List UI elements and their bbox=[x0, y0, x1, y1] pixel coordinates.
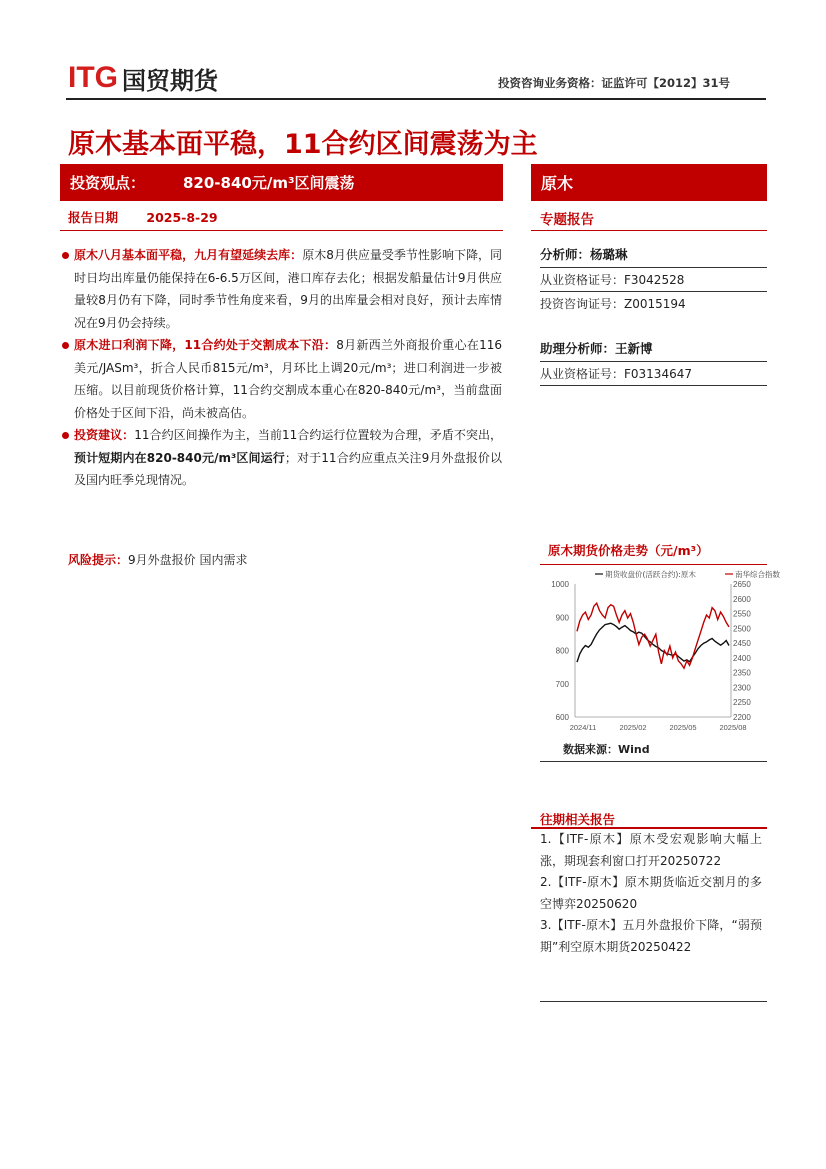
report-date bbox=[68, 208, 218, 226]
series-line-index bbox=[577, 603, 729, 668]
y-left-tick-label: 800 bbox=[555, 646, 569, 656]
price-chart bbox=[535, 566, 785, 738]
risk-text: 9月外盘报价 国内需求 bbox=[128, 553, 248, 567]
y-right-tick-label: 2300 bbox=[733, 683, 751, 693]
risk-label: 风险提示： bbox=[68, 553, 129, 567]
key-point-text: 8月新西兰外商报价重心在116美元/JASm³，折合人民币815元/m³，月环比上调20元/m³；进口利润进一步被压缩。以目前现货价格计算，11合约交割成本重心在820-840元/m³，当前盘面价格处于区间下沿，尚未被高估。 bbox=[74, 338, 503, 420]
analyst-consulting: 投资咨询证号：Z0015194 bbox=[540, 297, 686, 311]
key-point-text: 原木8月供应量受季节性影响下降，同时日均出库量仍能保持在6-6.5万区间，港口库存去化；根据发船量估计9月供应量较8月仍有下降，同时季节性角度来看，9月的出库量会相对良好，预计去库情况在9月仍会持续。 bbox=[74, 248, 502, 330]
related-report-link[interactable]: 2.【ITF-原木】原木期货临近交割月的多空博弈20250620 bbox=[540, 875, 762, 911]
y-left-tick-label: 700 bbox=[555, 679, 569, 689]
assistant-analyst-info bbox=[540, 336, 767, 386]
analyst-qualification: 从业资格证号：F3042528 bbox=[540, 268, 767, 292]
x-tick-label: 2024/11 bbox=[569, 723, 597, 732]
key-point-headline: 原木八月基本面平稳，九月有望延续去库： bbox=[74, 248, 303, 262]
key-point-text: 11合约区间操作为主，当前11合约运行位置较为合理，矛盾不突出， bbox=[134, 428, 502, 442]
investment-view-bar bbox=[60, 164, 503, 201]
legend-label-futures: 期货收盘价(活跃合约):原木 bbox=[605, 570, 696, 579]
y-right-tick-label: 2200 bbox=[733, 713, 751, 722]
data-source: 数据来源：Wind bbox=[563, 743, 650, 756]
logo-latin: ITG bbox=[68, 61, 118, 94]
investment-view-label: 投资观点： bbox=[70, 174, 146, 192]
y-left-tick-label: 600 bbox=[555, 713, 569, 722]
report-type-divider bbox=[531, 230, 767, 231]
y-right-tick-label: 2450 bbox=[733, 639, 751, 649]
key-points bbox=[62, 244, 502, 492]
report-date-value: 2025-8-29 bbox=[146, 210, 218, 225]
chart-title-divider bbox=[540, 564, 767, 565]
y-right-tick-label: 2650 bbox=[733, 580, 751, 589]
logo-chinese: 国贸期货 bbox=[122, 66, 218, 95]
key-point-headline: 原木进口利润下降，11合约处于交割成本下沿： bbox=[74, 338, 337, 352]
key-point bbox=[62, 334, 502, 424]
y-right-tick-label: 2400 bbox=[733, 653, 751, 663]
related-report-link[interactable]: 3.【ITF-原木】五月外盘报价下降，“弱预期”利空原木期货20250422 bbox=[540, 918, 762, 954]
y-right-tick-label: 2350 bbox=[733, 668, 751, 678]
related-end-divider bbox=[540, 1001, 767, 1002]
y-right-tick-label: 2250 bbox=[733, 698, 751, 708]
qualification-note: 投资咨询业务资格：证监许可【2012】31号 bbox=[497, 76, 730, 90]
header-divider bbox=[66, 98, 766, 100]
date-divider bbox=[60, 230, 503, 231]
x-tick-label: 2025/05 bbox=[669, 723, 697, 732]
category-label: 原木 bbox=[541, 174, 574, 193]
y-left-tick-label: 900 bbox=[555, 613, 569, 623]
analyst-info bbox=[540, 242, 767, 316]
key-point-text: ；对于11合约应重点关注9月外盘报价以及国内旺季兑现情况。 bbox=[74, 450, 502, 487]
y-right-tick-label: 2500 bbox=[733, 624, 751, 634]
report-type: 专题报告 bbox=[540, 212, 594, 228]
bullet-dot-icon bbox=[62, 252, 69, 259]
source-divider bbox=[540, 761, 767, 762]
report-date-label: 报告日期 bbox=[68, 210, 119, 225]
company-logo bbox=[68, 60, 218, 96]
y-right-tick-label: 2600 bbox=[733, 594, 751, 604]
report-title: 原木基本面平稳，11合约区间震荡为主 bbox=[68, 129, 538, 160]
analyst-title: 分析师：杨璐琳 bbox=[540, 242, 767, 268]
related-reports-list bbox=[540, 829, 762, 958]
risk-note bbox=[68, 551, 247, 568]
assistant-qualification: 从业资格证号：F03134647 bbox=[540, 362, 767, 386]
assistant-title: 助理分析师：王新博 bbox=[540, 336, 767, 362]
x-tick-label: 2025/08 bbox=[719, 723, 747, 732]
key-point bbox=[62, 424, 502, 492]
x-tick-label: 2025/02 bbox=[619, 723, 647, 732]
legend-label-index: 南华综合指数 bbox=[735, 570, 780, 579]
investment-view-value: 820-840元/m³区间震荡 bbox=[183, 174, 355, 192]
bullet-dot-icon bbox=[62, 342, 69, 349]
chart-title: 原木期货价格走势（元/m³） bbox=[548, 543, 709, 558]
y-right-tick-label: 2550 bbox=[733, 609, 751, 619]
key-point bbox=[62, 244, 502, 334]
category-bar bbox=[531, 164, 767, 201]
key-point-emphasis: 预计短期内在820-840元/m³区间运行 bbox=[74, 450, 285, 465]
bullet-dot-icon bbox=[62, 432, 69, 439]
y-left-tick-label: 1000 bbox=[551, 580, 569, 589]
related-report-link[interactable]: 1.【ITF-原木】原木受宏观影响大幅上涨，期现套利窗口打开20250722 bbox=[540, 832, 762, 868]
series-line-futures bbox=[577, 623, 729, 662]
related-reports-title: 往期相关报告 bbox=[540, 812, 616, 827]
key-point-headline: 投资建议： bbox=[74, 428, 135, 442]
